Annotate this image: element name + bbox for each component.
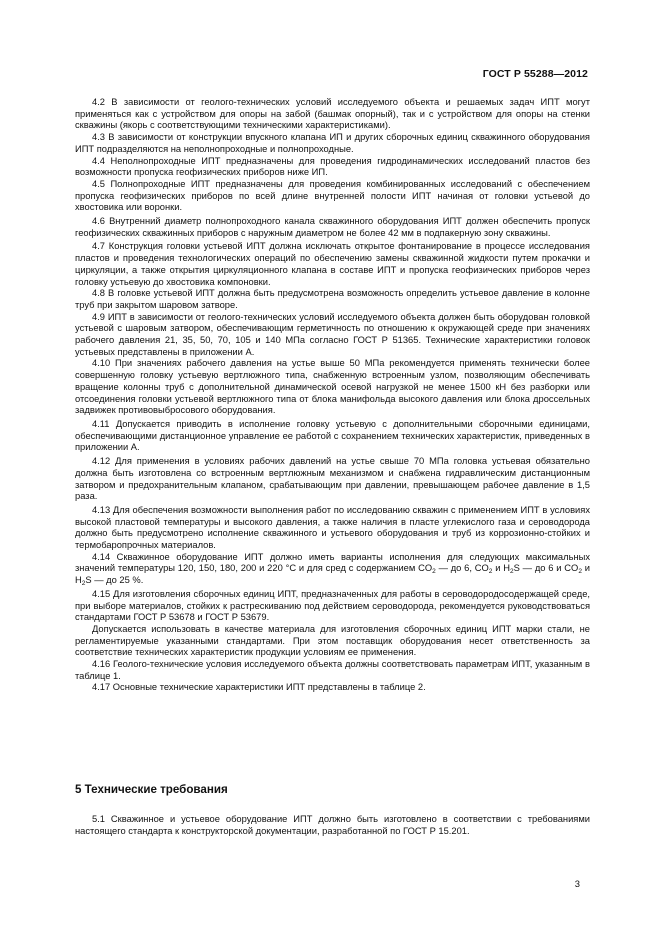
p414-sub-1: 2 [432, 568, 436, 576]
paragraph-4-16: 4.16 Геолого-технические условия исследуемого объекта должны соответствовать параметрам ИПТ, указанным в таблице 1. [75, 659, 590, 681]
p414-text-4: S — до 6 и CO [513, 563, 579, 574]
p414-sub-5: 2 [81, 580, 86, 588]
p414-text-1: 4.14 Скважинное оборудование ИПТ должно иметь варианты исполнения для следующих максимальных значений температуры 120, 150, 180, 200 и 220 °С и для сред с содержанием CO [75, 551, 590, 574]
paragraph-4-12: 4.12 Для применения в условиях рабочих давлений на устье свыше 70 МПа головка устьевая обязательно должна быть изготовлена со встроенным вертлюжным механизмом и снабжена гидравлическим дистанционным затвором и предохранительным клапаном, срабатывающим при давлении, превышающем рабочее давление в 1,5 раза. [75, 456, 590, 502]
paragraph-4-9: 4.9 ИПТ в зависимости от геолого-технических условий исследуемого объекта должен быть оборудован головкой устьевой с шаровым затвором, обеспечивающим герметичность по отношению к окружающей среде при значениях рабочего давления 21, 35, 50, 70, 105 и 140 МПа согласно ГОСТ Р 51365. Технические характеристики головок устьевых представлены в приложении А. [75, 311, 590, 357]
paragraph-4-8: 4.8 В головке устьевой ИПТ должна быть предусмотрена возможность определить устьевое давление в колонне труб при закрытом шаровом затворе. [75, 288, 590, 310]
paragraph-4-5: 4.5 Полнопроходные ИПТ предназначены для проведения комбинированных исследований с обеспечением пропуска геофизических приборов по всей длине внутренней полости ИПТ начиная от головки устьевой до хвостовика или воронки. [75, 178, 590, 213]
p414-sub-3: 2 [510, 568, 514, 576]
section-5-text [75, 814, 590, 837]
p414-text-2: — до 6, CO [435, 563, 489, 574]
paragraph-4-3: 4.3 В зависимости от конструкции впускного клапана ИП и других сборочных единиц скважинного оборудования ИПТ подразделяются на неполнопроходные и полнопроходные. [75, 132, 590, 154]
paragraph-4-17: 4.17 Основные технические характеристики ИПТ представлены в таблице 2. [92, 682, 426, 693]
paragraph-5-1: 5.1 Скважинное и устьевое оборудование ИПТ должно быть изготовлено в соответствии с требованиями настоящего стандарта к конструкторской документации, разработанной по ГОСТ Р 15.201. [75, 814, 590, 836]
paragraph-4-14 [75, 552, 590, 587]
p414-text-3: и H [492, 563, 510, 574]
p414-sub-2: 2 [488, 568, 493, 576]
p414-text-5: и H [75, 563, 590, 586]
paragraph-4-11: 4.11 Допускается приводить в исполнение головку устьевую с дополнительными сборочными единицами, обеспечивающими дистанционное управление ее работой с сохранением технических характеристик, приведенных в приложении А. [75, 418, 590, 453]
page-number: 3 [574, 878, 580, 889]
section-5-title: 5 Технические требования [75, 783, 228, 796]
p414-sub-4: 2 [578, 568, 582, 576]
paragraph-4-7: 4.7 Конструкция головки устьевой ИПТ должна исключать открытое фонтанирование в процессе исследования пластов и проведения технологических операций по обеспечению замены скважинной жидкости путем прокачки и циркуляции, а также открытия циркуляционного клапана в составе ИПТ и пропуска геофизических приборов через головку устьевую до хвостовика компоновки. [75, 241, 590, 287]
paragraph-4-15-note: Допускается использовать в качестве материала для изготовления сборочных единиц ИПТ марки стали, не регламентируемые указанными стандартами. При этом поставщик оборудования несет ответственность за соответствие технических характеристик продукции условиям ее применения. [75, 623, 590, 658]
paragraph-4-4: 4.4 Неполнопроходные ИПТ предназначены для проведения гидродинамических исследований пластов без возможности пропуска геофизических приборов ниже ИП. [75, 155, 590, 178]
body-text [75, 97, 590, 694]
p414-text-6: S — до 25 %. [85, 575, 144, 586]
paragraph-4-2: 4.2 В зависимости от геолого-технических условий исследуемого объекта и решаемых задач ИПТ могут применяться как с устройством для опоры на забой (башмак опорный), так и с устройством для опоры на стенки скважины (якорь с соответствующими техническими характеристиками). [75, 97, 590, 131]
standard-header: ГОСТ Р 55288—2012 [482, 68, 588, 80]
paragraph-4-6: 4.6 Внутренний диаметр полнопроходного канала скважинного оборудования ИПТ должен обеспечить пропуск геофизических скважинных приборов с наружным диаметром не более 42 мм в подпакерную зону скважины. [75, 216, 590, 238]
paragraph-4-10: 4.10 При значениях рабочего давления на устье выше 50 МПа рекомендуется применять технически более совершенную головку устьевую вертлюжного типа, снабженную встроенным узлом, позволяющим обеспечивать вращение колонны труб с дополнительной динамической осевой нагрузкой не менее 1500 кН без разборки или отсоединения головки устьевой вертлюжного типа от блока манифольда высокого давления или блока дроссельных задвижек противовыбросового оборудования. [75, 358, 590, 416]
paragraph-4-15: 4.15 Для изготовления сборочных единиц ИПТ, предназначенных для работы в сероводородосодержащей среде, при выборе материалов, стойких к растрескиванию под действием сероводорода, рекомендуется руководствоваться стандартами ГОСТ Р 53678 и ГОСТ Р 53679. [75, 588, 590, 623]
paragraph-4-13: 4.13 Для обеспечения возможности выполнения работ по исследованию скважин с применением ИПТ в условиях высокой пластовой температуры и высокого давления, а также наличия в пласте углекислого газа и сероводорода должно быть предусмотрено исполнение скважинного и устьевого оборудования и труб из коррозионно-стойких и термобаропрочных материалов. [75, 504, 590, 551]
